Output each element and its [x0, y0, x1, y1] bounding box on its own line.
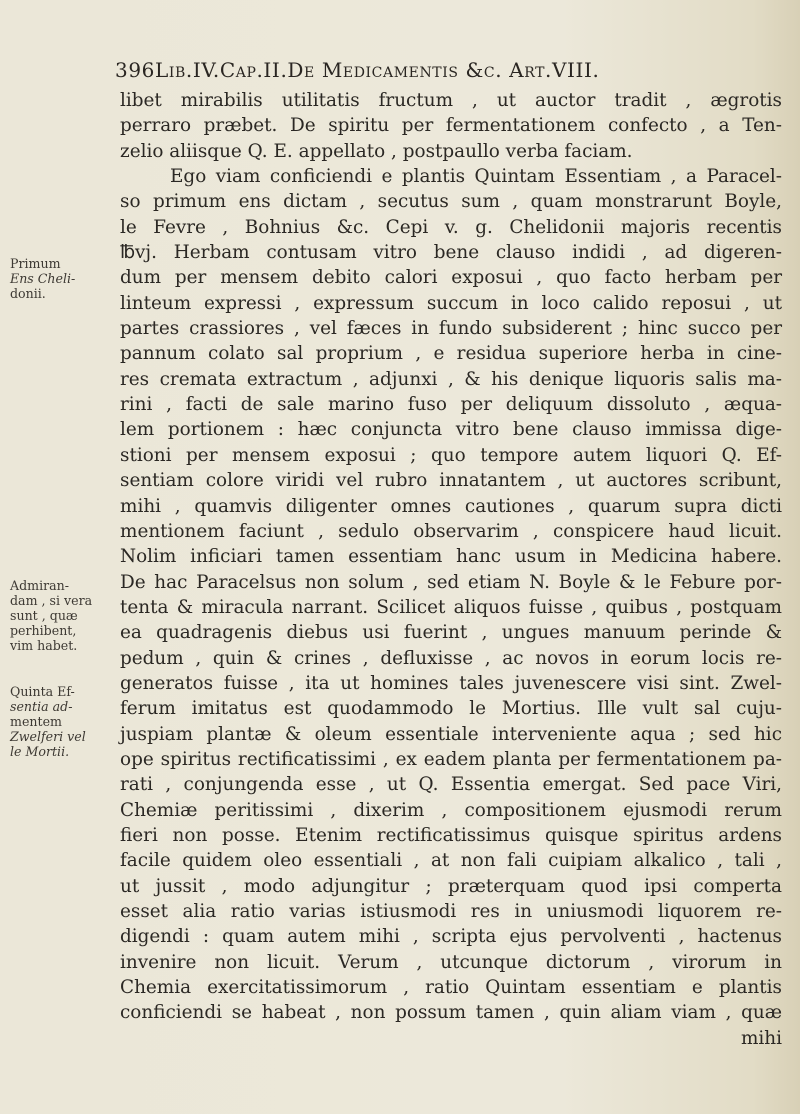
- text-line: ea quadragenis diebus usi fuerint , ungues manuum perinde &: [120, 622, 782, 644]
- running-title-chapter: Lib.IV.Cap.II.: [154, 58, 288, 82]
- text-line: conficiendi se habeat , non possum tamen , quin aliam viam , quæ: [120, 1002, 782, 1024]
- page-header: [115, 58, 795, 82]
- text-line: rini , facti de sale marino fuso per deliquum dissoluto , æqua-: [120, 394, 782, 416]
- margin-note-line: sentia ad-: [10, 699, 73, 714]
- text-line: ut jussit , modo adjungitur ; præterquam quod ipsi comperta: [120, 875, 782, 897]
- page-number: 396: [115, 58, 155, 82]
- text-line: le Fevre , Bohnius &c. Cepi v. g. Chelidonii majoris recentis: [120, 216, 782, 238]
- text-line: partes crassiores , vel fæces in fundo subsiderent ; hinc succo per: [120, 318, 782, 340]
- text-line: ope spiritus rectificatissimi , ex eadem planta per fermentationem pa-: [120, 748, 782, 770]
- margin-note-line: donii.: [10, 286, 46, 301]
- text-line: mentionem faciunt , sedulo observarim , conspicere haud licuit.: [120, 520, 782, 542]
- margin-note-line: Admiran-: [10, 578, 70, 593]
- text-line: rati , conjungenda esse , ut Q. Essentia emergat. Sed pace Viri,: [120, 774, 782, 796]
- margin-note-line: vim habet.: [10, 638, 78, 653]
- text-line: sentiam colore viridi vel rubro innatantem , ut auctores scribunt,: [120, 470, 782, 492]
- text-line: ferum imitatus est quodammodo le Mortius. Ille vult sal cuju-: [120, 698, 782, 720]
- margin-note-line: le Mortii.: [10, 744, 70, 759]
- text-line: fieri non posse. Etenim rectificatissimus quisque spiritus ardens: [120, 824, 782, 846]
- text-line: facile quidem oleo essentiali , at non fali cuipiam alkalico , tali ,: [120, 850, 782, 872]
- margin-note-line: dam , si vera: [10, 593, 93, 608]
- text-line: esset alia ratio varias istiusmodi res in uniusmodi liquorem re-: [120, 901, 782, 922]
- text-line: Chemiæ peritissimi , dixerim , compositionem ejusmodi rerum: [120, 799, 782, 821]
- text-line: digendi : quam autem mihi , scripta ejus pervolventi , hactenus: [120, 926, 782, 948]
- catchword: mihi: [740, 1027, 782, 1049]
- margin-note-line: Primum: [10, 256, 61, 271]
- text-line: res cremata extractum , adjunxi , & his denique liquoris salis ma-: [120, 368, 782, 390]
- text-line: mihi , quamvis diligenter omnes cautiones , quarum supra dicti: [120, 495, 782, 517]
- text-line: Ego viam conficiendi e plantis Quintam Essentiam , a Paracel-: [170, 166, 782, 188]
- text-line: libet mirabilis utilitatis fructum , ut auctor tradit , ægrotis: [120, 90, 782, 111]
- text-line: linteum expressi , expressum succum in loco calido reposui , ut: [120, 292, 782, 314]
- text-line: pedum , quin & crines , defluxisse , ac novos in eorum locis re-: [120, 647, 782, 669]
- text-line: Nolim inficiari tamen essentiam hanc usum in Medicina habere.: [120, 546, 782, 568]
- running-title-article: De Medicamentis &c. Art.VIII.: [287, 58, 600, 82]
- text-line: Chemia exercitatissimorum , ratio Quintam essentiam e plantis: [120, 977, 782, 999]
- margin-note-primum-ens: [10, 256, 118, 301]
- text-line: so primum ens dictam , secutus sum , quam monstrarunt Boyle,: [120, 191, 782, 213]
- text-line: perraro præbet. De spiritu per fermentationem confecto , a Ten-: [120, 115, 782, 137]
- margin-note-line: Ens Cheli-: [10, 271, 76, 286]
- main-text-block: [120, 88, 782, 1051]
- margin-note-line: Zwelferi vel: [10, 729, 86, 744]
- margin-note-line: perhibent,: [10, 623, 77, 638]
- text-line: dum per mensem debito calori exposui , quo facto herbam per: [120, 267, 782, 289]
- margin-note-line: sunt , quæ: [10, 608, 78, 623]
- text-line: generatos fuisse , ita ut homines tales juvenescere visi sint. Zwel-: [120, 672, 782, 694]
- margin-note-admiranda: [10, 578, 118, 653]
- text-line: stioni per mensem exposui ; quo tempore autem liquori Q. Ef-: [120, 444, 782, 466]
- text-line: De hac Paracelsus non solum , sed etiam N. Boyle & le Febure por-: [120, 571, 782, 593]
- text-line: ℔vj. Herbam contusam vitro bene clauso indidi , ad digeren-: [120, 242, 782, 264]
- text-line: pannum colato sal proprium , e residua superiore herba in cine-: [120, 343, 782, 365]
- margin-note-quinta-essentia: [10, 684, 118, 759]
- text-line: tenta & miracula narrant. Scilicet aliquos fuisse , quibus , postquam: [120, 596, 782, 618]
- text-line: juspiam plantæ & oleum essentiale interveniente aqua ; sed hic: [120, 723, 782, 745]
- text-line: invenire non licuit. Verum , utcunque dictorum , virorum in: [120, 951, 782, 973]
- margin-note-line: mentem: [10, 714, 62, 729]
- text-line: zelio aliisque Q. E. appellato , postpaullo verba faciam.: [120, 140, 633, 162]
- text-line: lem portionem : hæc conjuncta vitro bene clauso immissa dige-: [120, 419, 782, 441]
- margin-note-line: Quinta Ef-: [10, 684, 75, 699]
